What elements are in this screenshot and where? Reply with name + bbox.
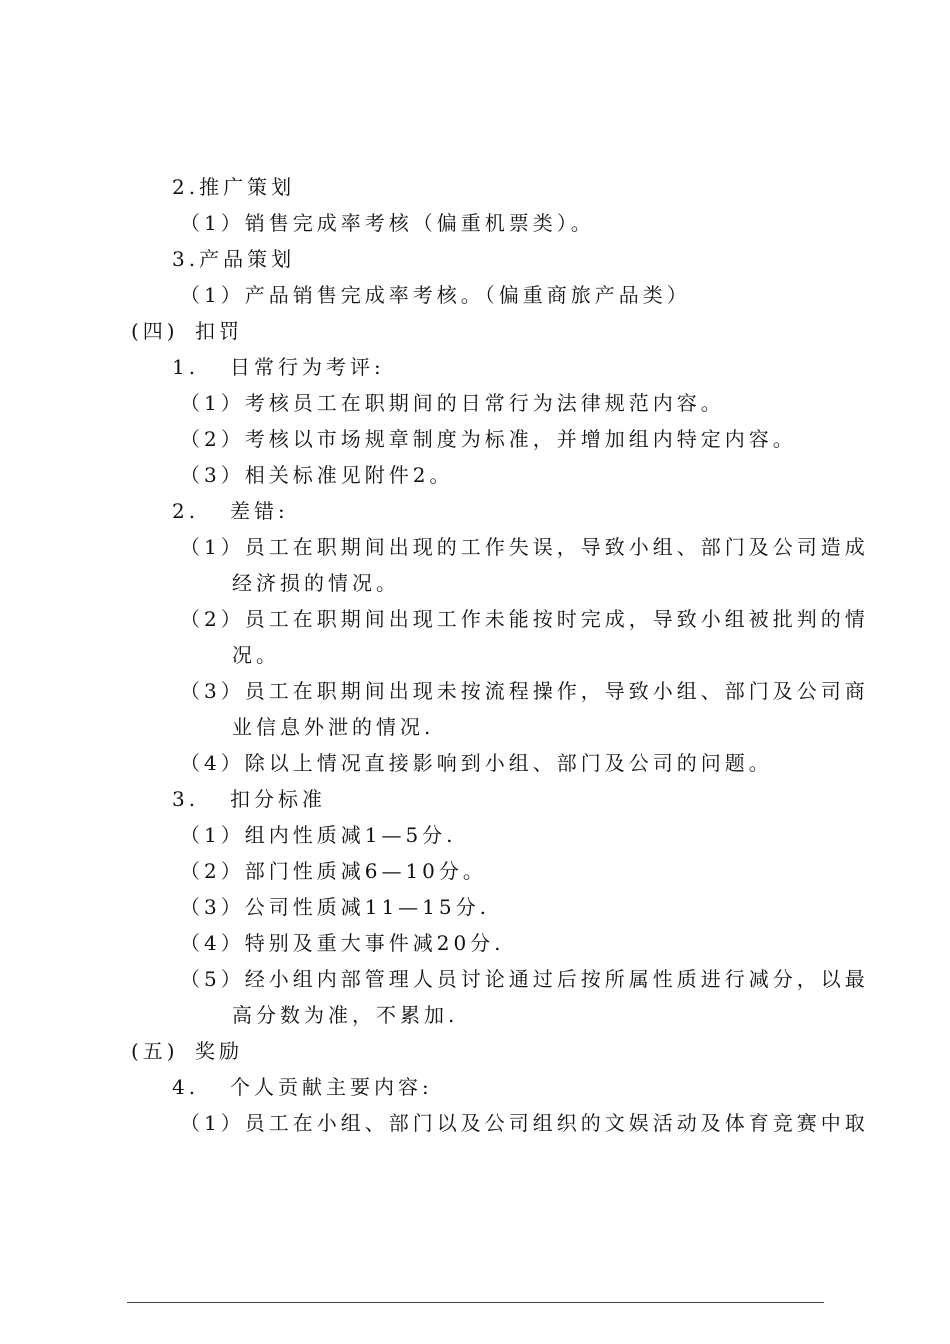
line-gongzuo-shiwu: （1）员工在职期间出现的工作失误，导致小组、部门及公司造成	[180, 535, 869, 559]
line-chacuo: 2. 差错:	[172, 499, 289, 523]
line-taolun-jianfen-cont: 高分数为准，不累加.	[232, 1003, 459, 1027]
line-zunei-xingzhi: （1）组内性质减1—5分.	[180, 823, 457, 847]
line-taolun-jianfen: （5）经小组内部管理人员讨论通过后按所属性质进行减分，以最	[180, 967, 869, 991]
line-geren-gongxian: 4. 个人贡献主要内容:	[172, 1075, 433, 1099]
line-wenyu-huodong: （1）员工在小组、部门以及公司组织的文娱活动及体育竞赛中取	[180, 1111, 869, 1135]
line-koufen-biaozhun: 3. 扣分标准	[172, 787, 326, 811]
line-weian-liucheng-cont: 业信息外泄的情况.	[232, 715, 435, 739]
footer-divider	[127, 1302, 824, 1303]
section-heading-koufa: (四) 扣罚	[131, 319, 243, 343]
line-gongzuo-shiwu-cont: 经济损的情况。	[232, 571, 400, 595]
line-xiangguan-biaozhun: （3）相关标准见附件2。	[180, 463, 454, 487]
line-tuiguang-cehua: 2.推广策划	[172, 175, 296, 199]
line-chu-yishang: （4）除以上情况直接影响到小组、部门及公司的问题。	[180, 751, 773, 775]
line-bumen-xingzhi: （2）部门性质减6—10分。	[180, 859, 487, 883]
line-chanpin-kaohe: （1）产品销售完成率考核。（偏重商旅产品类）	[180, 283, 691, 307]
line-richang-kaoping: 1. 日常行为考评:	[172, 355, 385, 379]
line-weian-liucheng: （3）员工在职期间出现未按流程操作，导致小组、部门及公司商	[180, 679, 869, 703]
line-kaohe-falv: （1）考核员工在职期间的日常行为法律规范内容。	[180, 391, 725, 415]
line-weineng-wancheng-cont: 况。	[232, 643, 280, 667]
line-kaohe-guizhang: （2）考核以市场规章制度为标准，并增加组内特定内容。	[180, 427, 797, 451]
line-gongsi-xingzhi: （3）公司性质减11—15分.	[180, 895, 490, 919]
line-tebie-zhongda: （4）特别及重大事件减20分.	[180, 931, 505, 955]
line-chanpin-cehua: 3.产品策划	[172, 247, 296, 271]
line-weineng-wancheng: （2）员工在职期间出现工作未能按时完成，导致小组被批判的情	[180, 607, 869, 631]
section-heading-jiangli: (五) 奖励	[131, 1039, 243, 1063]
line-xiaoshou-kaohe: （1）销售完成率考核（偏重机票类）。	[180, 211, 595, 235]
